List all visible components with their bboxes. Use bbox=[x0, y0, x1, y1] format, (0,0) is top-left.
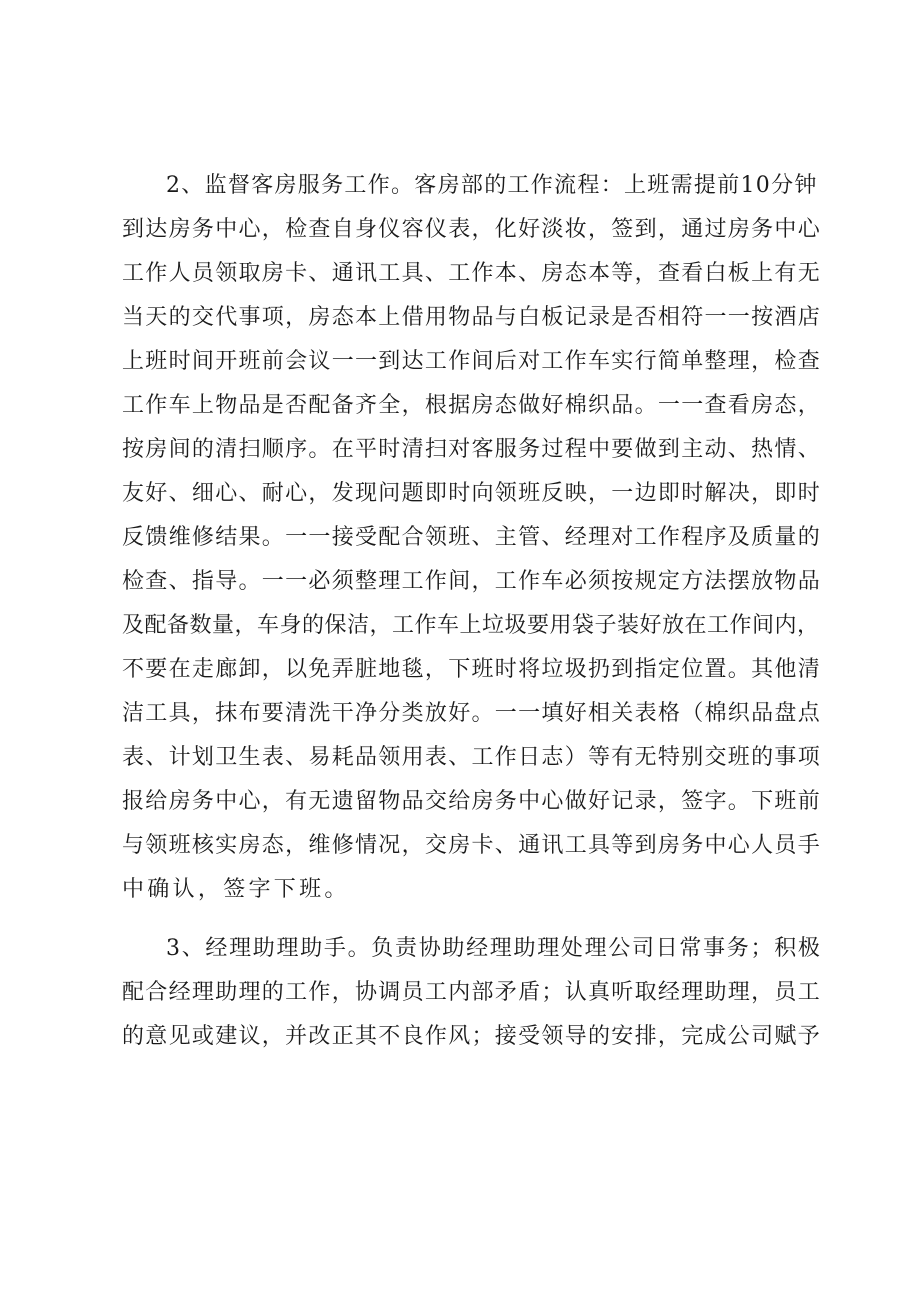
paragraph-2-line-16: 与领班核实房态，维修情况，交房卡、通讯工具等到房务中心人员手 bbox=[122, 833, 822, 858]
paragraph-3-line-2: 配合经理助理的工作，协调员工内部矛盾；认真听取经理助理，员工 bbox=[122, 980, 822, 1005]
paragraph-2-line-11: 及配备数量，车身的保洁，工作车上垃圾要用袋子装好放在工作间内， bbox=[122, 613, 820, 638]
paragraph-2-line-13: 洁工具，抹布要清洗干净分类放好。一一填好相关表格（棉织品盘点 bbox=[122, 701, 822, 726]
paragraph-2-line-9: 反馈维修结果。一一接受配合领班、主管、经理对工作程序及质量的 bbox=[122, 525, 822, 550]
paragraph-2-line-17: 中确认，签字下班。 bbox=[122, 877, 350, 902]
paragraph-2-line-10: 检查、指导。一一必须整理工作间，工作车必须按规定方法摆放物品 bbox=[122, 569, 822, 594]
paragraph-2-line-12: 不要在走廊卸，以免弄脏地毯，下班时将垃圾扔到指定位置。其他清 bbox=[122, 657, 822, 682]
paragraph-2-line-5: 上班时间开班前会议一一到达工作间后对工作车实行简单整理，检查 bbox=[122, 349, 822, 374]
paragraph-2-line-7: 按房间的清扫顺序。在平时清扫对客服务过程中要做到主动、热情、 bbox=[122, 437, 822, 462]
paragraph-2-line-1: 2、监督客房服务工作。客房部的工作流程：上班需提前10分钟 bbox=[166, 173, 818, 198]
paragraph-3-line-1: 3、经理助理助手。负责协助经理助理处理公司日常事务；积极 bbox=[166, 936, 822, 961]
paragraph-2-line-4: 当天的交代事项，房态本上借用物品与白板记录是否相符一一按酒店 bbox=[122, 305, 822, 330]
paragraph-2-line-6: 工作车上物品是否配备齐全，根据房态做好棉织品。一一查看房态， bbox=[122, 393, 822, 418]
paragraph-3-line-3: 的意见或建议，并改正其不良作风；接受领导的安排，完成公司赋予 bbox=[122, 1024, 822, 1049]
paragraph-2-line-15: 报给房务中心，有无遗留物品交给房务中心做好记录，签字。下班前 bbox=[122, 789, 822, 814]
paragraph-2-line-14: 表、计划卫生表、易耗品领用表、工作日志）等有无特别交班的事项 bbox=[122, 745, 822, 770]
paragraph-2-line-2: 到达房务中心，检查自身仪容仪表，化好淡妆，签到，通过房务中心 bbox=[122, 217, 822, 242]
paragraph-2-line-3: 工作人员领取房卡、通讯工具、工作本、房态本等，查看白板上有无 bbox=[122, 261, 822, 286]
paragraph-2-line-8: 友好、细心、耐心，发现问题即时向领班反映，一边即时解决，即时 bbox=[122, 481, 822, 506]
